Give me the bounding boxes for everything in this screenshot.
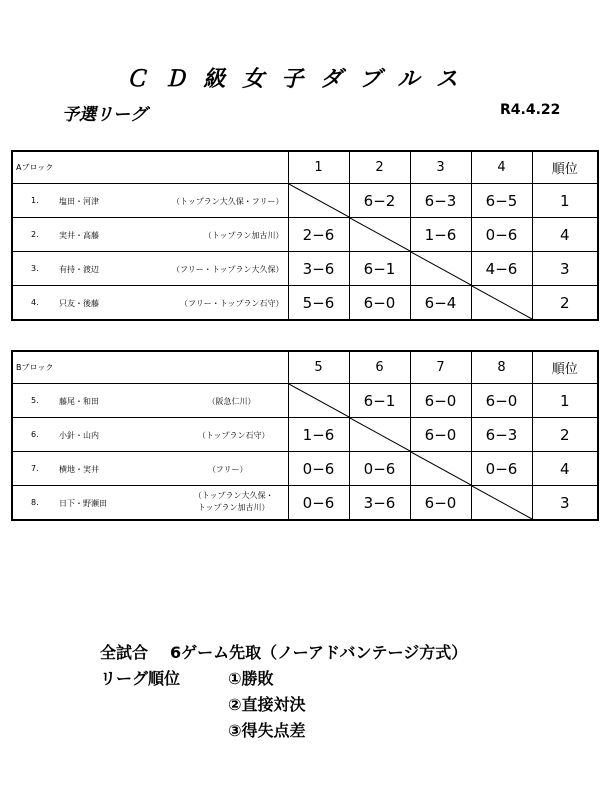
diagonal-cell xyxy=(349,218,410,252)
score-cell: 6−0 xyxy=(410,418,471,452)
entry-number: 1. xyxy=(31,196,39,205)
rank-cell: 4 xyxy=(532,218,598,252)
score-cell: 1−6 xyxy=(288,418,349,452)
score-cell: 0−6 xyxy=(288,486,349,521)
player-names: 只友・後藤 xyxy=(59,299,99,308)
rank-cell: 1 xyxy=(532,384,598,418)
rank-header: 順位 xyxy=(532,151,598,184)
score-cell: 1−6 xyxy=(410,218,471,252)
player-names: 実井・高藤 xyxy=(59,231,99,240)
rank-cell: 1 xyxy=(532,184,598,218)
entry-number: 3. xyxy=(31,264,39,273)
score-cell: 3−6 xyxy=(349,486,410,521)
score-cell: 6−2 xyxy=(349,184,410,218)
entry-number: 8. xyxy=(31,498,39,507)
score-cell: 6−3 xyxy=(410,184,471,218)
score-cell: 5−6 xyxy=(288,286,349,321)
table-row xyxy=(12,286,598,321)
page-title: ＣＤ級女子ダブルス xyxy=(125,67,475,92)
ranking-item: ②直接対決 xyxy=(228,695,306,714)
entry-number: 2. xyxy=(31,230,39,239)
score-cell: 6−0 xyxy=(471,384,532,418)
column-header: 4 xyxy=(471,151,532,184)
club-name: （トップラン加古川） xyxy=(203,231,284,240)
player-names: 小針・山内 xyxy=(59,431,99,440)
player-names: 日下・野瀬田 xyxy=(59,499,107,508)
club-name: （フリー） xyxy=(207,465,248,474)
all-matches-label: 全試合 xyxy=(100,643,149,662)
diagonal-cell xyxy=(349,418,410,452)
rank-cell: 3 xyxy=(532,486,598,521)
page-subtitle: 予選リーグ xyxy=(62,105,147,125)
club-name: （フリー・トップラン大久保） xyxy=(172,265,284,274)
club-name: （トップラン石守） xyxy=(197,431,270,440)
score-cell: 6−4 xyxy=(410,286,471,321)
column-header: 5 xyxy=(288,351,349,384)
club-name: （トップラン大久保・ トップラン加古川） xyxy=(193,491,274,512)
entry-number: 4. xyxy=(31,298,39,307)
club-name: （トップラン大久保・フリー） xyxy=(172,197,284,206)
player-names: 有持・渡辺 xyxy=(59,265,99,274)
ranking-item: ③得失点差 xyxy=(228,721,306,740)
score-cell: 3−6 xyxy=(288,252,349,286)
block-name: Bブロック xyxy=(12,351,288,384)
score-cell: 0−6 xyxy=(471,452,532,486)
score-cell: 2−6 xyxy=(288,218,349,252)
score-cell: 0−6 xyxy=(349,452,410,486)
league-table-a xyxy=(11,150,599,321)
page-date: R4.4.22 xyxy=(500,102,561,118)
block-name: Aブロック xyxy=(12,151,288,184)
entry-number: 5. xyxy=(31,396,39,405)
rank-cell: 4 xyxy=(532,452,598,486)
club-name: （阪急仁川） xyxy=(207,397,256,406)
table-row xyxy=(12,384,598,418)
diagonal-cell xyxy=(410,452,471,486)
table-row xyxy=(12,486,598,521)
ranking-item: ①勝敗 xyxy=(228,669,274,688)
rank-header: 順位 xyxy=(532,351,598,384)
diagonal-cell xyxy=(471,286,532,321)
player-names: 塩田・河津 xyxy=(59,197,99,206)
all-matches-value: 6ゲーム先取（ノーアドバンテージ方式） xyxy=(170,643,468,662)
entry-number: 7. xyxy=(31,464,39,473)
score-cell: 6−0 xyxy=(349,286,410,321)
score-cell: 6−0 xyxy=(410,486,471,521)
player-names: 藤尾・和田 xyxy=(59,397,99,406)
table-row xyxy=(12,418,598,452)
score-cell: 6−1 xyxy=(349,384,410,418)
score-cell: 6−0 xyxy=(410,384,471,418)
rank-cell: 2 xyxy=(532,286,598,321)
score-cell: 0−6 xyxy=(288,452,349,486)
column-header: 2 xyxy=(349,151,410,184)
club-name: （フリー・トップラン石守） xyxy=(180,299,284,308)
score-cell: 6−1 xyxy=(349,252,410,286)
league-table-b xyxy=(11,350,599,521)
score-cell: 4−6 xyxy=(471,252,532,286)
table-row xyxy=(12,184,598,218)
diagonal-cell xyxy=(288,184,349,218)
diagonal-cell xyxy=(410,252,471,286)
rank-cell: 3 xyxy=(532,252,598,286)
score-cell: 6−5 xyxy=(471,184,532,218)
column-header: 6 xyxy=(349,351,410,384)
table-row xyxy=(12,452,598,486)
rank-cell: 2 xyxy=(532,418,598,452)
player-names: 横地・実井 xyxy=(59,465,99,474)
entry-number: 6. xyxy=(31,430,39,439)
score-cell: 6−3 xyxy=(471,418,532,452)
ranking-label: リーグ順位 xyxy=(100,669,181,688)
table-row xyxy=(12,218,598,252)
column-header: 7 xyxy=(410,351,471,384)
column-header: 3 xyxy=(410,151,471,184)
column-header: 8 xyxy=(471,351,532,384)
table-row xyxy=(12,252,598,286)
diagonal-cell xyxy=(288,384,349,418)
column-header: 1 xyxy=(288,151,349,184)
diagonal-cell xyxy=(471,486,532,521)
score-cell: 0−6 xyxy=(471,218,532,252)
